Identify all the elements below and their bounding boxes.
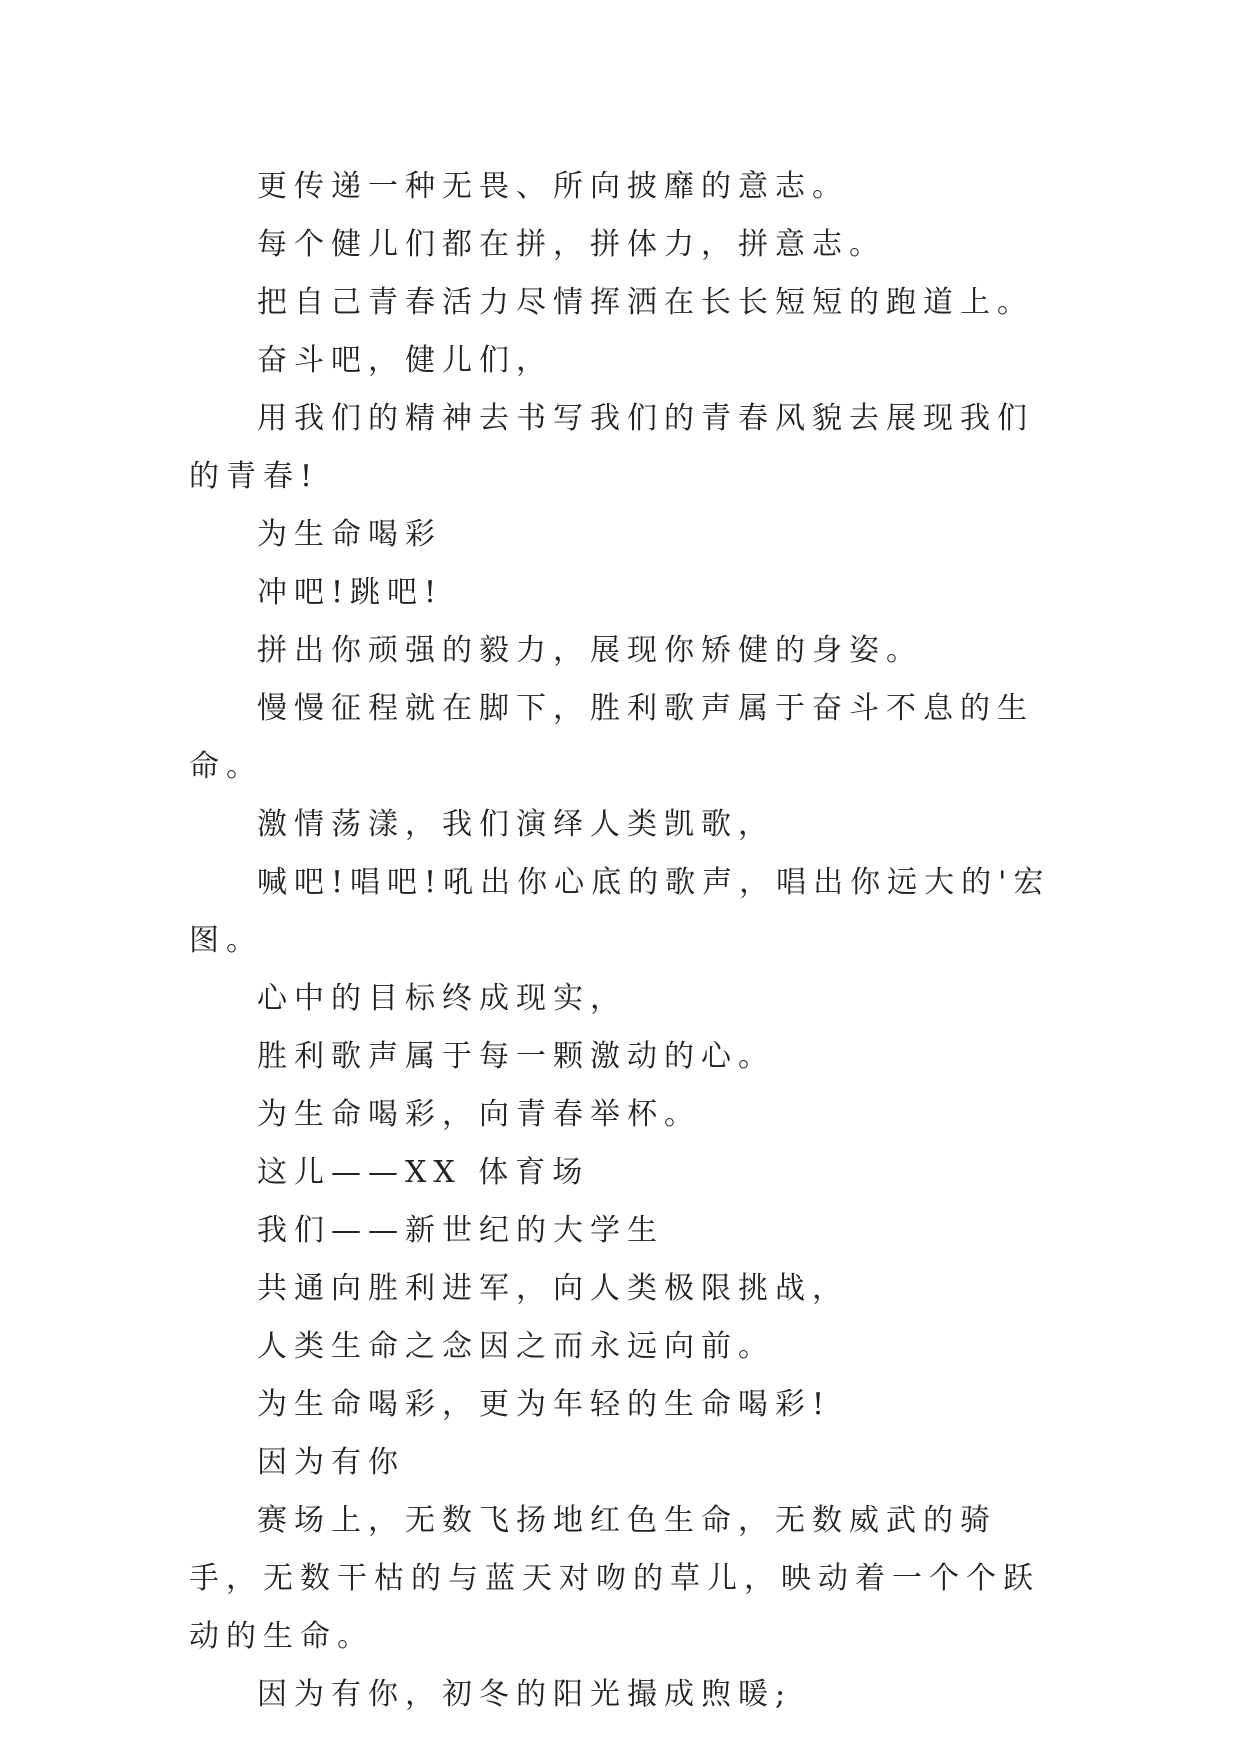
paragraph: 为生命喝彩，更为年轻的生命喝彩!	[257, 1387, 832, 1422]
paragraph: 胜利歌声属于每一颗激动的心。	[257, 1039, 775, 1074]
paragraph: 共通向胜利进军，向人类极限挑战，	[257, 1271, 849, 1306]
paragraph: 我们——新世纪的大学生	[257, 1213, 664, 1248]
paragraph: 冲吧!跳吧!	[257, 575, 444, 610]
paragraph: 赛场上，无数飞扬地红色生命，无数威武的骑手，无数干枯的与蓝天对吻的草儿，映动着一个个跃动的生命。	[189, 1503, 1040, 1654]
paragraph: 喊吧!唱吧!吼出你心底的歌声，唱出你远大的'宏图。	[189, 865, 1051, 958]
section-heading: 为生命喝彩	[257, 517, 442, 552]
paragraph: 心中的目标终成现实，	[257, 981, 627, 1016]
paragraph: 因为有你，初冬的阳光撮成煦暖;	[257, 1677, 793, 1712]
paragraph: 更传递一种无畏、所向披靡的意志。	[257, 169, 849, 204]
paragraph: 这儿——XX 体育场	[257, 1155, 590, 1190]
paragraph: 拼出你顽强的毅力，展现你矫健的身姿。	[257, 633, 923, 668]
paragraph: 为生命喝彩，向青春举杯。	[257, 1097, 701, 1132]
paragraph: 激情荡漾，我们演绎人类凯歌，	[257, 807, 775, 842]
section-heading: 因为有你	[257, 1445, 405, 1480]
paragraph: 慢慢征程就在脚下，胜利歌声属于奋斗不息的生命。	[189, 691, 1034, 784]
paragraph: 用我们的精神去书写我们的青春风貌去展现我们的青春!	[189, 401, 1034, 494]
paragraph: 奋斗吧，健儿们，	[257, 343, 553, 378]
document-body	[189, 158, 1059, 1724]
paragraph: 把自己青春活力尽情挥洒在长长短短的跑道上。	[257, 285, 1034, 320]
paragraph: 每个健儿们都在拼，拼体力，拼意志。	[257, 227, 886, 262]
paragraph: 人类生命之念因之而永远向前。	[257, 1329, 775, 1364]
